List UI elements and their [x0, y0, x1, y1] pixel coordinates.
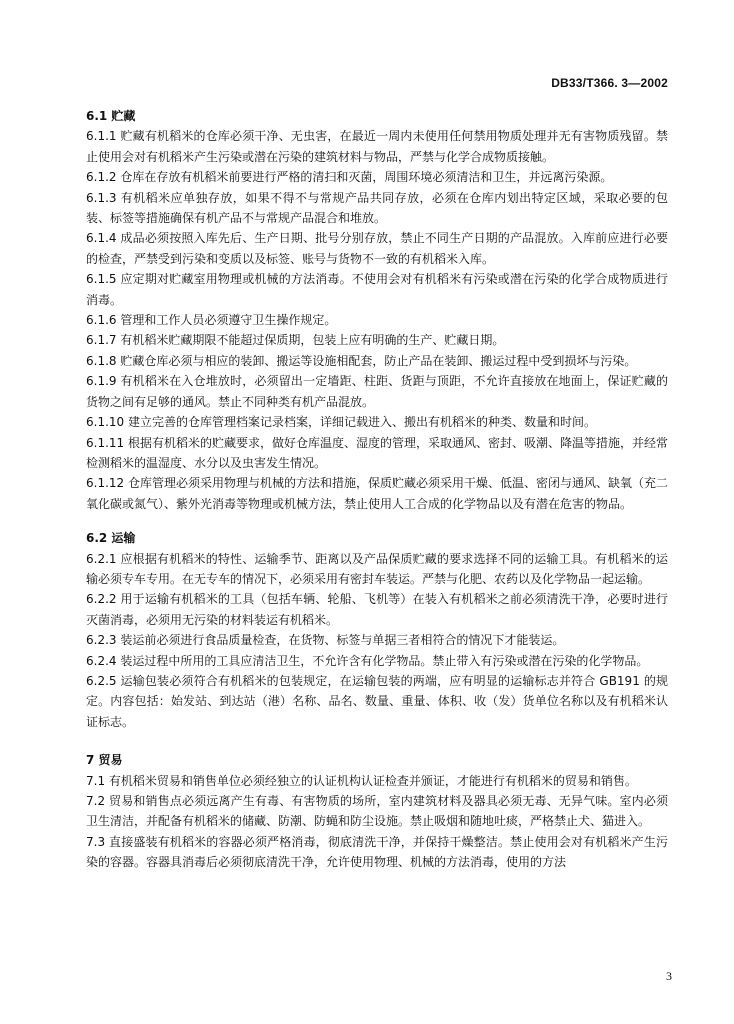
clause-6-1-3: 6.1.3 有机稻米应单独存放，如果不得不与常规产品共同存放，必须在仓库内划出特定区域，采取必要的包装、标签等措施确保有机产品不与常规产品混合和堆放。 — [86, 190, 668, 226]
clause-6-1-7: 6.1.7 有机稻米贮藏期限不能超过保质期，包装上应有明确的生产、贮藏日期。 — [86, 333, 505, 348]
clause-7-1: 7.1 有机稻米贸易和销售单位必须经独立的认证机构认证检查并颁证，才能进行有机稻米的贸易和销售。 — [86, 773, 637, 788]
clause-6-1-8: 6.1.8 贮藏仓库必须与相应的装卸、搬运等设施相配套，防止产品在装卸、搬运过程中受到损坏与污染。 — [86, 353, 637, 368]
section-heading-trade: 7 贸易 — [86, 753, 123, 768]
clause-6-1-1: 6.1.1 贮藏有机稻米的仓库必须干净、无虫害，在最近一周内未使用任何禁用物质处理并无有害物质残留。禁止使用会对有机稻米产生污染或潜在污染的建筑材料与物品，严禁与化学合成物质接触。 — [86, 129, 668, 164]
clause-7-3: 7.3 直接盛装有机稻米的容器必须严格消毒，彻底清洗干净，并保持干燥整洁。禁止使用会对有机稻米产生污染的容器。容器具消毒后必须彻底清洗干净，允许使用物理、机械的方法消毒，使用的方法 — [86, 834, 668, 870]
page-number: 3 — [666, 969, 672, 983]
clause-6-2-2: 6.2.2 用于运输有机稻米的工具（包括车辆、轮船、飞机等）在装入有机稻米之前必须清洗干净，必要时进行灭菌消毒，必须用无污染的材料装运有机稻米。 — [86, 592, 668, 627]
clause-6-2-3: 6.2.3 装运前必须进行食品质量检查，在货物、标签与单据三者相符合的情况下才能装运。 — [86, 633, 565, 648]
document-body — [86, 106, 668, 873]
clause-6-1-12: 6.1.12 仓库管理必须采用物理与机械的方法和措施，保质贮藏必须采用干燥、低温、密闭与通风、缺氧（充二氧化碳或氮气）、紫外光消毒等物理或机械方法，禁止使用人工合成的化学物品以及有潜在危害的物品。 — [86, 476, 668, 511]
clause-6-2-5: 6.2.5 运输包装必须符合有机稻米的包装规定，在运输包装的两端，应有明显的运输标志并符合 GB191 的规定。内容包括：始发站、到达站（港）名称、品名、数量、重量、体积、收（发）货单位名称以及有机稻米认证标志。 — [86, 673, 668, 729]
standard-code-header: DB33/T366. 3—2002 — [551, 76, 668, 90]
section-heading-transport: 6.2 运输 — [86, 531, 136, 546]
clause-7-2: 7.2 贸易和销售点必须远离产生有毒、有害物质的场所，室内建筑材料及器具必须无毒、无异气味。室内必须卫生清洁，并配备有机稻米的储藏、防潮、防蝇和防尘设施。禁止吸烟和随地吐痰，严格禁止犬、猫进入。 — [86, 794, 668, 829]
section-heading-storage: 6.1 贮藏 — [86, 109, 136, 123]
clause-6-1-9: 6.1.9 有机稻米在入仓堆放时，必须留出一定墙距、柱距、货距与顶距，不允许直接放在地面上，保证贮藏的货物之间有足够的通风。禁止不同种类有机产品混放。 — [86, 374, 668, 409]
clause-6-1-5: 6.1.5 应定期对贮藏室用物理或机械的方法消毒。不使用会对有机稻米有污染或潜在污染的化学合成物质进行消毒。 — [86, 272, 668, 307]
clause-6-2-4: 6.2.4 装运过程中所用的工具应清洁卫生，不允许含有化学物品。禁止带入有污染或潜在污染的化学物品。 — [86, 653, 649, 668]
clause-6-1-11: 6.1.11 根据有机稻米的贮藏要求，做好仓库温度、湿度的管理，采取通风、密封、吸潮、降温等措施，并经常检测稻米的温湿度、水分以及虫害发生情况。 — [86, 435, 668, 470]
clause-6-1-2: 6.1.2 仓库在存放有机稻米前要进行严格的清扫和灭菌，周围环境必须清洁和卫生，并远离污染源。 — [86, 170, 613, 185]
clause-6-2-1: 6.2.1 应根据有机稻米的特性、运输季节、距离以及产品保质贮藏的要求选择不同的运输工具。有机稻米的运输必须专车专用。在无专车的情况下，必须采用有密封车装运。严禁与化肥、农药以及化学物品一起运输。 — [86, 551, 668, 586]
clause-6-1-4: 6.1.4 成品必须按照入库先后、生产日期、批号分别存放，禁止不同生产日期的产品混放。入库前应进行必要的检查，严禁受到污染和变质以及标签、账号与货物不一致的有机稻米入库。 — [86, 231, 668, 266]
clause-6-1-10: 6.1.10 建立完善的仓库管理档案记录档案，详细记载进入、搬出有机稻米的种类、数量和时间。 — [86, 415, 596, 430]
clause-6-1-6: 6.1.6 管理和工作人员必须遵守卫生操作规定。 — [86, 313, 337, 328]
